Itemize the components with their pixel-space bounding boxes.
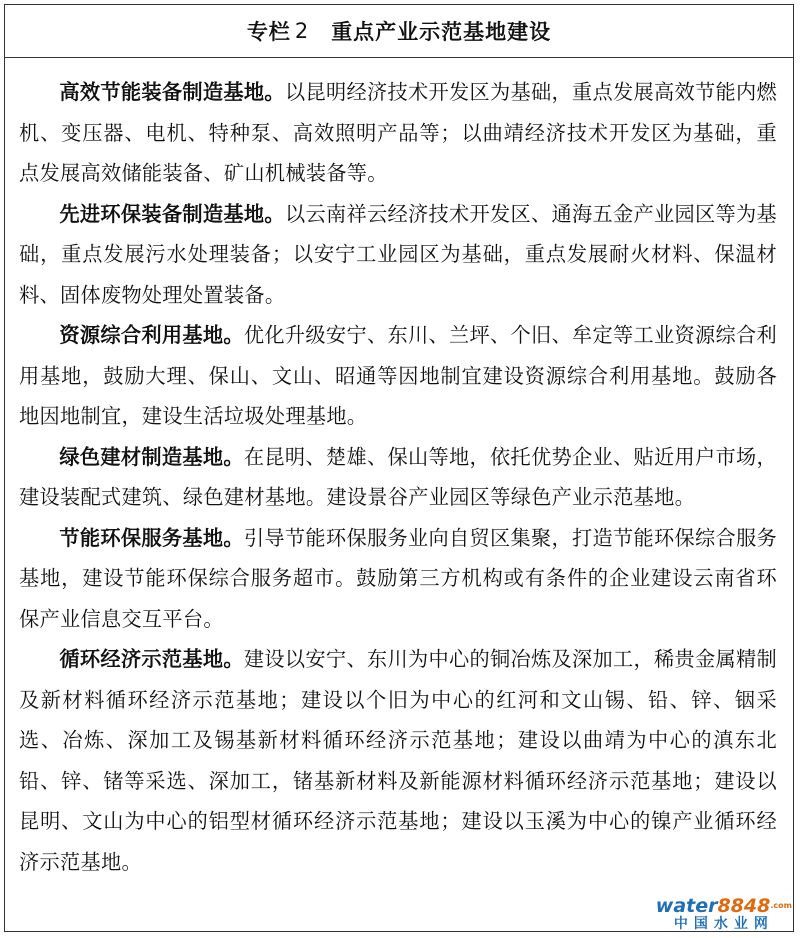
paragraph-resource-utilization (19, 315, 777, 437)
paragraph-environmental-services (19, 518, 777, 640)
paragraph-energy-saving-equipment (19, 72, 777, 194)
paragraph-green-building-materials (19, 437, 777, 518)
watermark-brand (656, 896, 792, 916)
paragraph-lead: 循环经济示范基地。 (59, 647, 244, 671)
watermark-brand-suffix: .com (770, 901, 792, 910)
paragraph-environmental-equipment (19, 194, 777, 316)
paragraph-lead: 绿色建材制造基地。 (59, 444, 244, 469)
watermark-brand-number: 8848 (717, 895, 771, 917)
column-number: 2 (294, 19, 310, 43)
paragraph-text: 优化升级安宁、东川、兰坪、个旧、牟定等工业资源综合利用基地，鼓励大理、保山、文山、昭通等因地制宜建设资源综合利用基地。鼓励各地因地制宜，建设生活垃圾处理基地。 (19, 323, 777, 428)
paragraph-lead: 高效节能装备制造基地。 (59, 80, 285, 104)
paragraph-circular-economy (19, 639, 777, 882)
watermark-logo (656, 896, 792, 932)
paragraph-text: 以云南祥云经济技术开发区、通海五金产业园区等为基础，重点发展污水处理装备；以安宁工业园区为基础，重点发展耐火材料、保温材料、固体废物处理处置装备。 (19, 201, 777, 307)
column-title: 重点产业示范基地建设 (331, 20, 552, 44)
paragraph-lead: 节能环保服务基地。 (59, 525, 244, 550)
paragraph-text: 以昆明经济技术开发区为基础，重点发展高效节能内燃机、变压器、电机、特种泵、高效照明产品等；以曲靖经济技术开发区为基础，重点发展高效储能装备、矿山机械装备等。 (19, 80, 777, 185)
watermark-brand-word: water (655, 895, 718, 917)
watermark-subtitle: 中国水业网 (673, 916, 774, 932)
paragraph-text: 建设以安宁、东川为中心的铜冶炼及深加工，稀贵金属精制及新材料循环经济示范基地；建设以个旧为中心的红河和文山锡、铅、锌、铟采选、冶炼、深加工及锡基新材料循环经济示范基地；建设以曲靖为中心的滇东北铅、锌、锗等采选、深加工，锗基新材料及新能源材料循环经济示范基地；建设以昆明、文山为中心的铝型材循环经济示范基地；建设以玉溪为中心的镍产业循环经济示范基地。 (19, 647, 777, 874)
paragraph-text: 在昆明、楚雄、保山等地，依托优势企业、贴近用户市场，建设装配式建筑、绿色建材基地。建设景谷产业园区等绿色产业示范基地。 (19, 444, 777, 509)
column-prefix: 专栏 (246, 20, 291, 44)
paragraph-lead: 资源综合利用基地。 (59, 323, 244, 347)
column-content (5, 58, 793, 882)
column-header (5, 5, 793, 58)
paragraph-lead: 先进环保装备制造基地。 (59, 201, 285, 226)
column-box (4, 4, 794, 932)
paragraph-text: 引导节能环保服务业向自贸区集聚，打造节能环保综合服务基地，建设节能环保综合服务超市。鼓励第三方机构或有条件的企业建设云南省环保产业信息交互平台。 (19, 525, 777, 631)
